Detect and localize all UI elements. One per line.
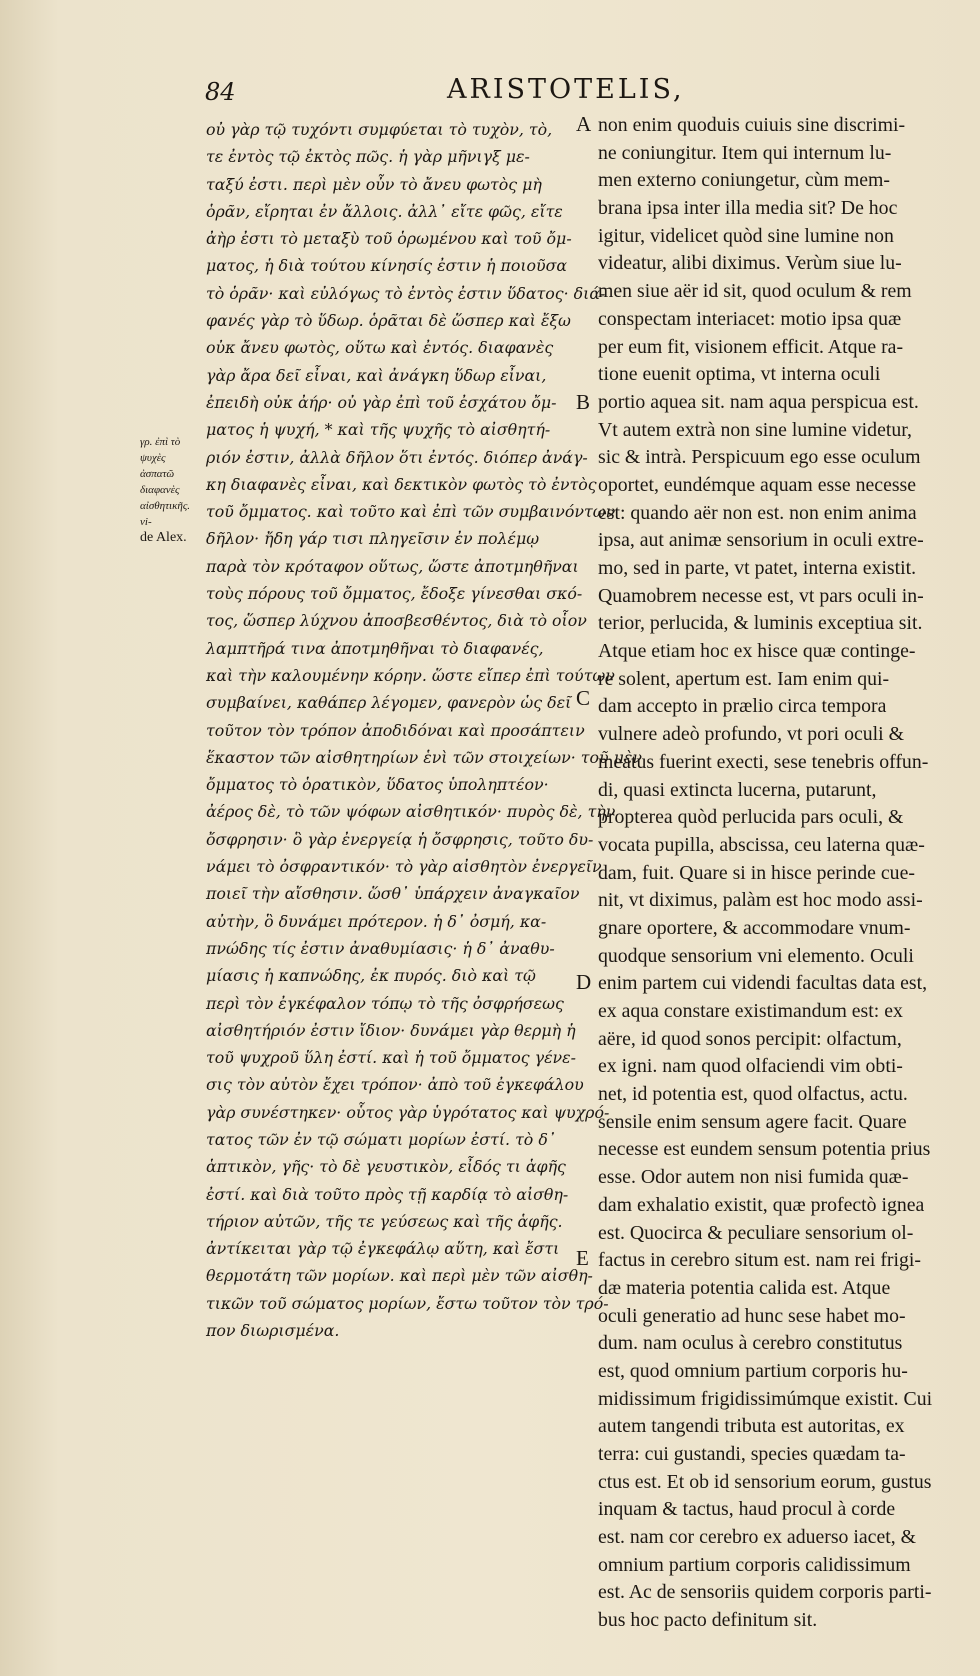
greek-text-line: δῆλον· ἤδη γάρ τισι πληγεῖσιν ἐν πολέμῳ — [206, 529, 540, 549]
greek-text-line: καὶ τὴν καλουμένην κόρην. ὥστε εἴπερ ἐπὶ τούτων — [206, 665, 615, 685]
greek-text-line: λαμπτῆρά τινα ἀποτμηθῆναι τὸ διαφανές, — [206, 638, 544, 658]
greek-text-line: αἰσθητήριόν ἐστιν ἴδιον· δυνάμει γὰρ θερμὴ ἡ — [206, 1020, 576, 1040]
latin-text-line: esse. Odor autem non nisi fumida quæ- — [598, 1166, 909, 1189]
greek-text-line: κη διαφανὲς εἶναι, καὶ δεκτικὸν φωτὸς τὸ ἐντὸς — [206, 474, 597, 494]
greek-text-line: παρὰ τὸν κρόταφον οὕτως, ὥστε ἀποτμηθῆναι — [206, 556, 579, 576]
latin-text-line: Quamobrem necesse est, vt pars oculi in- — [598, 584, 924, 607]
latin-text-line: vocata pupilla, abscissa, ceu laterna quæ- — [598, 833, 925, 856]
margin-note-latin: de Alex. — [140, 530, 187, 545]
latin-text-line: men siue aër id sit, quod oculum & rem — [598, 280, 912, 303]
greek-text-line: γὰρ ἄρα δεῖ εἶναι, καὶ ἀνάγκη ὕδωρ εἶναι, — [206, 365, 547, 385]
greek-text-line: θερμοτάτη τῶν μορίων. καὶ περὶ μὲν τῶν αἰσθη- — [206, 1266, 593, 1286]
latin-text-line: oportet, eundémque aquam esse necesse — [598, 473, 917, 496]
latin-text-line: nit, vt diximus, palàm est hoc modo assi- — [598, 889, 923, 912]
latin-text-line: sic & intrà. Perspicuum ego esse oculum — [598, 446, 921, 469]
latin-text-line: ipsa, aut animæ sensorium in oculi extre- — [598, 529, 924, 552]
latin-text-line: sensile enim sensum agere facit. Quare — [598, 1110, 907, 1133]
greek-text-line: ὄμματος τὸ ὁρατικὸν, ὕδατος ὑποληπτέον· — [206, 775, 549, 795]
greek-text-line: συμβαίνει, καθάπερ λέγομεν, φανερὸν ὡς δεῖ — [206, 693, 572, 713]
latin-text-line: aëre, id quod sonos percipit: olfactum, — [598, 1027, 902, 1050]
latin-text-line: gnare oportere, & accommodare vnum- — [598, 916, 911, 939]
margin-note — [140, 434, 202, 546]
greek-text-line: ἁπτικὸν, γῆς· τὸ δὲ γευστικὸν, εἶδός τι ἁφῆς — [206, 1157, 566, 1177]
latin-text-line: bus hoc pacto definitum sit. — [598, 1609, 818, 1632]
greek-text-line: τοῦ ψυχροῦ ὕλη ἐστί. καὶ ἡ τοῦ ὄμματος γένε- — [206, 1048, 576, 1068]
latin-text-line: propterea quòd perlucida pars oculi, & — [598, 806, 904, 829]
latin-text-line: autem tangendi tributa est autoritas, ex — [598, 1415, 905, 1438]
latin-text-line: conspectam interiacet: motio ipsa quæ — [598, 307, 902, 330]
greek-text-line: πον διωρισμένα. — [206, 1321, 340, 1341]
latin-text-line: ex igni. nam quod olfaciendi vim obti- — [598, 1055, 903, 1078]
running-head: ARISTOTELIS, — [447, 74, 685, 105]
greek-text-line: ριόν ἐστιν, ἀλλὰ δῆλον ὅτι ἐντός. διόπερ ἀνάγ- — [206, 447, 588, 467]
greek-text-line: οὐ γὰρ τῷ τυχόντι συμφύεται τὸ τυχὸν, τὸ, — [206, 120, 553, 139]
latin-text-line: di, quasi extincta lucerna, putarunt, — [598, 778, 877, 801]
greek-text-line: τοῦ ὄμματος. καὶ τοῦτο καὶ ἐπὶ τῶν συμβαινόντων — [206, 502, 616, 522]
latin-text-line: est. Quocirca & peculiare sensorium ol- — [598, 1221, 914, 1244]
greek-text-line: ὄσφρησιν· ὃ γὰρ ἐνεργείᾳ ἡ ὄσφρησις, τοῦτο δυ- — [206, 829, 594, 849]
latin-text-line: dam, fuit. Quare si in hisce perinde cue- — [598, 861, 915, 884]
latin-text-line: terra: cui gustandi, species quædam ta- — [598, 1443, 906, 1465]
greek-text-column — [206, 116, 642, 1344]
latin-text-line: inquam & tactus, haud procul à corde — [598, 1498, 896, 1521]
section-letter-d: D — [576, 970, 592, 994]
latin-text-line: necesse est eundem sensum potentia prius — [598, 1138, 931, 1161]
greek-text-line: τοὺς πόρους τοῦ ὄμματος, ἔδοξε γίνεσθαι σκό- — [206, 584, 583, 604]
page-number: 84 — [205, 78, 236, 106]
latin-text-line: igitur, videlicet quòd sine lumine non — [598, 224, 894, 247]
latin-text-line: ne coniungitur. Item qui internum lu- — [598, 141, 892, 164]
latin-text-line: factus in cerebro situm est. nam rei frigi- — [598, 1249, 921, 1272]
latin-text-line: portio aquea sit. nam aqua perspicua est. — [598, 390, 919, 413]
latin-text-line: ctus est. Et ob id sensorium eorum, gustus — [598, 1470, 932, 1493]
section-letter-c: C — [576, 686, 591, 710]
greek-text-line: γὰρ συνέστηκεν· οὗτος γὰρ ὑγρότατος καὶ ψυχρό- — [206, 1102, 610, 1122]
greek-text-line: τε ἐντὸς τῷ ἐκτὸς πῶς. ἡ γὰρ μῆνιγξ με- — [206, 147, 530, 167]
greek-text-line: τικῶν τοῦ σώματος μορίων, ἔστω τοῦτον τὸν τρό- — [206, 1293, 609, 1313]
greek-text-line: νάμει τὸ ὀσφραντικόν· τὸ γὰρ αἰσθητὸν ἐνεργεῖν — [206, 857, 602, 877]
latin-text-line: quodque sensorium vni elemento. Oculi — [598, 944, 914, 967]
greek-text-line: τατος τῶν ἐν τῷ σώματι μορίων ἐστί. τὸ δ᾽ — [206, 1129, 556, 1149]
latin-text-line: dæ materia potentia calida est. Atque — [598, 1276, 891, 1299]
latin-text-line: est. Ac de sensoriis quidem corporis parti- — [598, 1581, 932, 1604]
latin-text-line: vulnere adeò profundo, vt pori oculi & — [598, 723, 904, 746]
latin-text-line: dam exhalatio existit, quæ profectò ignea — [598, 1193, 925, 1216]
greek-text-line: οὐκ ἄνευ φωτὸς, οὕτω καὶ ἐντός. διαφανὲς — [206, 338, 554, 358]
latin-text-line: est: quando aër non est. non enim anima — [598, 501, 917, 524]
greek-text-line: ποιεῖ τὴν αἴσθησιν. ὥσθ᾽ ὑπάρχειν ἀναγκαῖον — [206, 884, 580, 904]
greek-text-line: ἀέρος δὲ, τὸ τῶν ψόφων αἰσθητικόν· πυρὸς δὲ, τὴν — [206, 802, 616, 822]
greek-text-line: ἀὴρ ἐστι τὸ μεταξὺ τοῦ ὁρωμένου καὶ τοῦ ὄμ- — [206, 229, 572, 249]
section-letter-e: E — [576, 1246, 589, 1270]
greek-text-line: ἀντίκειται γὰρ τῷ ἐγκεφάλῳ αὕτη, καὶ ἔστι — [206, 1239, 560, 1259]
greek-text-line: αὐτὴν, ὃ δυνάμει πρότερον. ἡ δ᾽ ὀσμή, κα- — [206, 911, 547, 931]
latin-text-line: terior, perlucida, & luminis exceptiua sit. — [598, 612, 923, 635]
latin-text-line: dam accepto in prælio circa tempora — [598, 695, 887, 718]
latin-text-line: dum. nam oculus à cerebro constitutus — [598, 1332, 903, 1355]
latin-text-line: omnium partium corporis calidissimum — [598, 1553, 911, 1576]
greek-text-line: ὁρᾶν, εἴρηται ἐν ἄλλοις. ἀλλ᾽ εἴτε φῶς, εἴτε — [206, 201, 563, 221]
greek-text-line: ταξύ ἐστι. περὶ μὲν οὖν τὸ ἄνευ φωτὸς μὴ — [206, 174, 542, 194]
greek-text-line: μίασις ἡ καπνώδης, ἐκ πυρός. διὸ καὶ τῷ — [206, 966, 536, 986]
latin-text-line: enim partem cui videndi facultas data est, — [598, 972, 928, 995]
greek-text-line: τοῦτον τὸν τρόπον ἀποδιδόναι καὶ προσάπτειν — [206, 720, 585, 740]
greek-text-line: ματος ἡ ψυχή, * καὶ τῆς ψυχῆς τὸ αἰσθητή- — [206, 420, 551, 440]
latin-text-line: per eum fit, visionem efficit. Atque ra- — [598, 335, 904, 358]
latin-text-line: net, id potentia est, quod olfactus, actu. — [598, 1083, 908, 1106]
latin-text-line: non enim quoduis cuiuis sine discrimi- — [598, 114, 906, 136]
margin-note-greek: γρ. ἐπὶ τὸ ψυχὲς ἀσπατῶ διαφανὲς αἰσθητικῆς. vi- — [140, 436, 191, 528]
latin-text-line: oculi generatio ad hunc sese habet mo- — [598, 1304, 906, 1327]
latin-text-line: est. nam cor cerebro ex aduerso iacet, & — [598, 1526, 916, 1549]
section-letter-a: A — [576, 112, 592, 136]
latin-text-line: ex aqua constare existimandum est: ex — [598, 1000, 903, 1022]
latin-text-line: mo, sed in parte, vt patet, interna existit. — [598, 557, 917, 579]
latin-text-line: men externo coniungetur, cùm mem- — [598, 169, 890, 192]
greek-text-line: τος, ὥσπερ λύχνου ἀποσβεσθέντος, διὰ τὸ οἷον — [206, 611, 587, 631]
latin-text-line: Atque etiam hoc ex hisce quæ continge- — [598, 640, 916, 663]
section-letter-b: B — [576, 390, 591, 414]
latin-text-line: meatus fuerint execti, sese tenebris offun- — [598, 750, 929, 773]
greek-text-line: πνώδης τίς ἐστιν ἀναθυμίασις· ἡ δ᾽ ἀναθυ- — [206, 938, 555, 958]
latin-text-line: tione euenit optima, vt interna oculi — [598, 363, 881, 386]
greek-text-line: περὶ τὸν ἐγκέφαλον τόπῳ τὸ τῆς ὀσφρήσεως — [206, 993, 564, 1013]
greek-text-line: τήριον αὐτῶν, τῆς τε γεύσεως καὶ τῆς ἁφῆς. — [206, 1211, 563, 1231]
greek-text-line: ματος, ἡ διὰ τούτου κίνησίς ἐστιν ἡ ποιοῦσα — [206, 256, 568, 276]
greek-text-line: ἐπειδὴ οὐκ ἀήρ· οὐ γὰρ ἐπὶ τοῦ ἐσχάτου ὄμ- — [206, 392, 557, 412]
latin-text-line: est, quod omnium partium corporis hu- — [598, 1359, 908, 1382]
latin-text-line: videatur, alibi diximus. Verùm siue lu- — [598, 252, 902, 275]
greek-text-line: φανές γὰρ τὸ ὕδωρ. ὁρᾶται δὲ ὥσπερ καὶ ἔξω — [206, 311, 571, 331]
greek-text-line: τὸ ὁρᾶν· καὶ εὐλόγως τὸ ἐντὸς ἐστιν ὕδατος· διά- — [206, 283, 606, 303]
latin-text-column — [598, 112, 970, 1635]
greek-text-line: ἕκαστον τῶν αἰσθητηρίων ἑνὶ τῶν στοιχείων· τοῦ μὲν — [206, 747, 642, 767]
greek-text-line: σις τὸν αὐτὸν ἔχει τρόπον· ἀπὸ τοῦ ἐγκεφάλου — [206, 1075, 584, 1095]
latin-text-line: brana ipsa inter illa media sit? De hoc — [598, 197, 898, 220]
latin-text-line: Vt autem extrà non sine lumine videtur, — [598, 418, 912, 441]
greek-text-line: ἐστί. καὶ διὰ τοῦτο πρὸς τῇ καρδίᾳ τὸ αἰσθη- — [206, 1184, 569, 1204]
latin-text-line: midissimum frigidissimúmque existit. Cui — [598, 1387, 933, 1410]
latin-text-line: re solent, apertum est. Iam enim qui- — [598, 667, 890, 690]
